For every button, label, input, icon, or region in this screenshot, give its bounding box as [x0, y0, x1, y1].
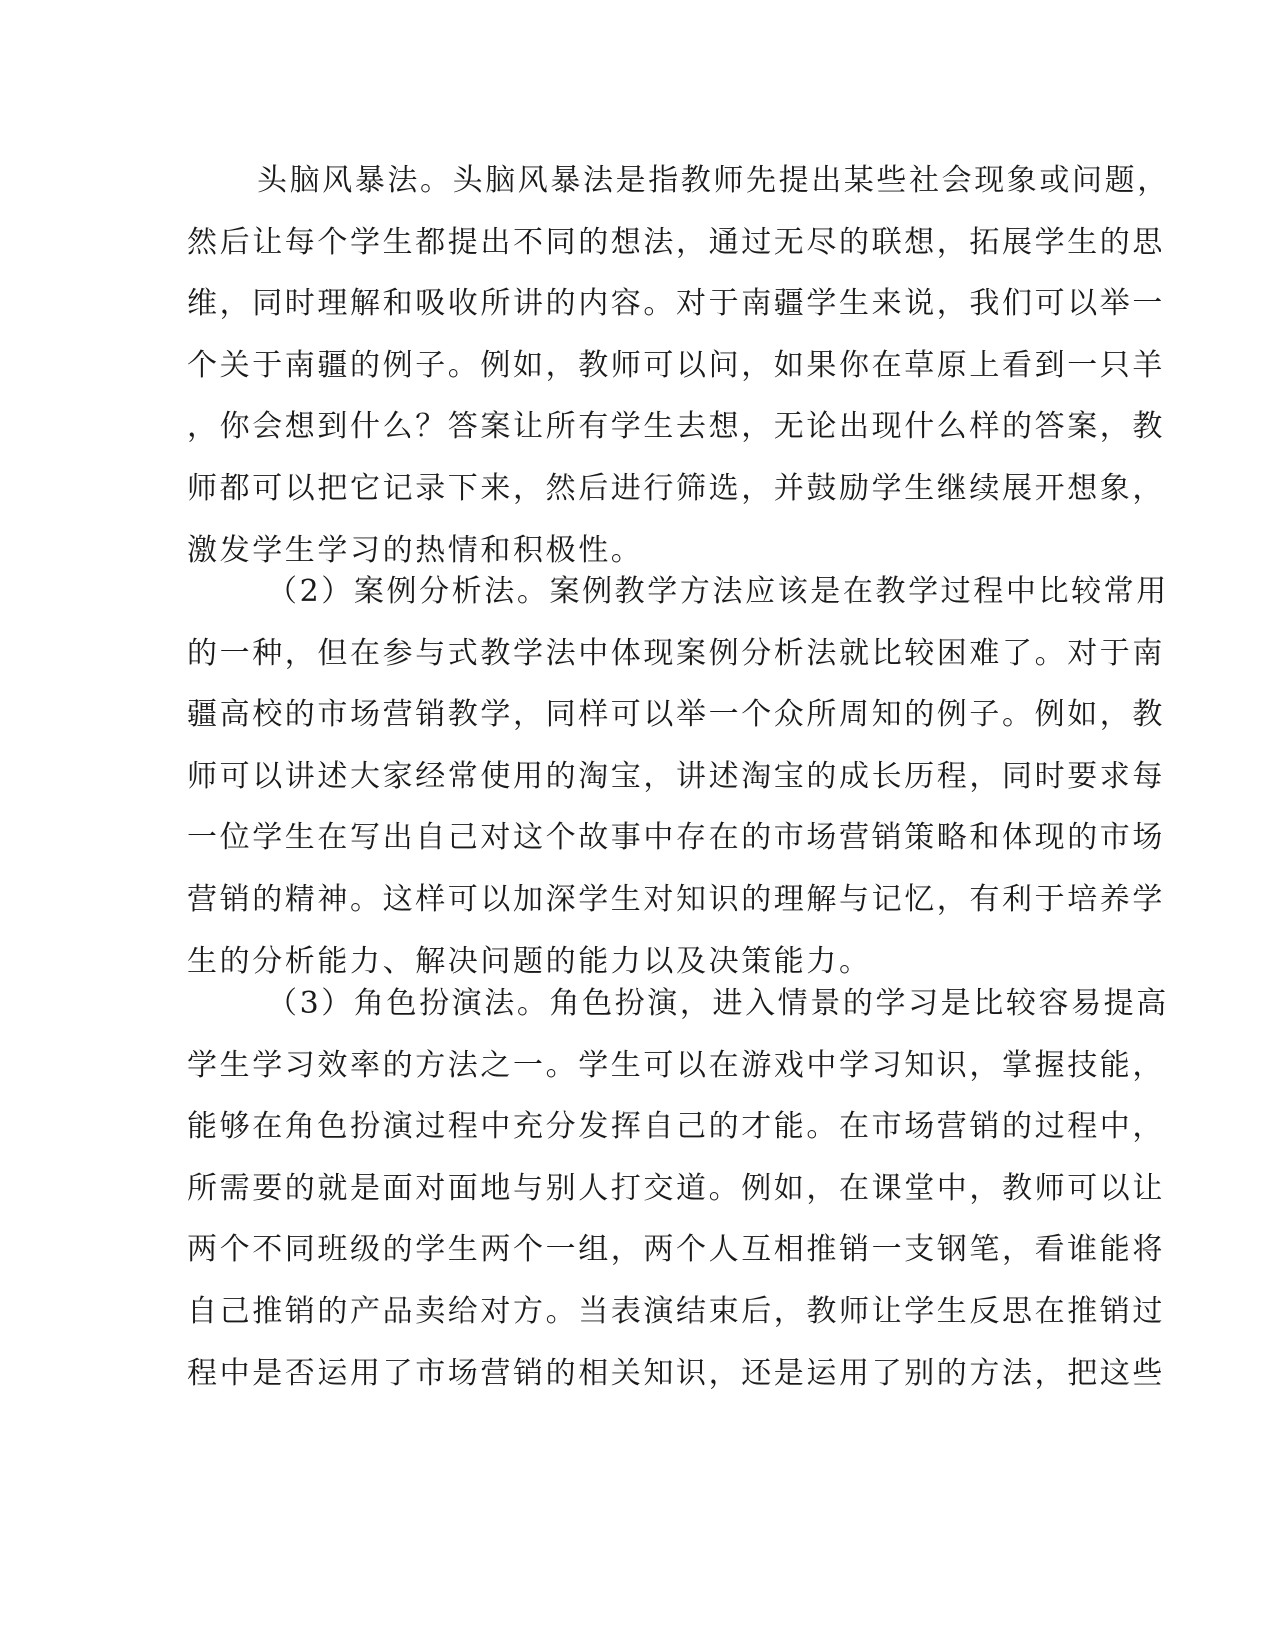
line-text: （3）角色扮演法。角色扮演，进入情景的学习是比较容易提高: [267, 986, 1169, 1021]
text-line: [187, 561, 1169, 623]
text-line: [187, 273, 1165, 335]
line-text: 疆高校的市场营销教学，同样可以举一个众所周知的例子。例如，教: [187, 697, 1165, 733]
line-text: 所需要的就是面对面地与别人打交道。例如，在课堂中，教师可以让: [187, 1170, 1165, 1206]
text-line: [187, 1096, 1165, 1158]
text-line: [187, 458, 1165, 520]
line-text: 师可以讲述大家经常使用的淘宝，讲述淘宝的成长历程，同时要求每: [187, 758, 1165, 794]
line-text: 头脑风暴法。头脑风暴法是指教师先提出某些社会现象或问题，: [257, 163, 1170, 198]
text-line: [187, 973, 1169, 1035]
text-line: [187, 1219, 1165, 1281]
paragraph-brainstorming: [187, 150, 1170, 581]
line-text: 程中是否运用了市场营销的相关知识，还是运用了别的方法，把这些: [187, 1355, 1165, 1391]
text-line: [187, 396, 1165, 458]
text-line: [187, 684, 1165, 746]
paragraph-case-analysis: [187, 561, 1169, 992]
paragraph-role-play: [187, 973, 1169, 1404]
line-text: 维，同时理解和吸收所讲的内容。对于南疆学生来说，我们可以举一: [187, 286, 1165, 322]
line-text: 能够在角色扮演过程中充分发挥自己的才能。在市场营销的过程中，: [187, 1109, 1165, 1145]
text-line: [187, 1281, 1165, 1343]
text-line: [187, 150, 1170, 212]
line-text: 然后让每个学生都提出不同的想法，通过无尽的联想，拓展学生的思: [187, 224, 1165, 260]
line-text: 自己推销的产品卖给对方。当表演结束后，教师让学生反思在推销过: [187, 1293, 1165, 1329]
text-line: [187, 1343, 1165, 1405]
text-line: [187, 212, 1165, 274]
text-line: [187, 746, 1165, 808]
line-text: 的一种，但在参与式教学法中体现案例分析法就比较困难了。对于南: [187, 635, 1165, 671]
line-text: 一位学生在写出自己对这个故事中存在的市场营销策略和体现的市场: [187, 820, 1165, 856]
text-line: [187, 1158, 1165, 1220]
line-text: 生的分析能力、解决问题的能力以及决策能力。: [187, 943, 872, 979]
line-text: 营销的精神。这样可以加深学生对知识的理解与记忆，有利于培养学: [187, 881, 1165, 917]
text-line: [187, 1035, 1165, 1097]
line-text: 个关于南疆的例子。例如，教师可以问，如果你在草原上看到一只羊: [187, 347, 1165, 383]
line-text: 师都可以把它记录下来，然后进行筛选，并鼓励学生继续展开想象，: [187, 470, 1165, 506]
line-text: （2）案例分析法。案例教学方法应该是在教学过程中比较常用: [267, 574, 1169, 609]
line-text: ，你会想到什么？答案让所有学生去想，无论出现什么样的答案，教: [187, 409, 1165, 445]
text-line: [187, 623, 1165, 685]
text-line: [187, 335, 1165, 397]
line-text: 学生学习效率的方法之一。学生可以在游戏中学习知识，掌握技能，: [187, 1047, 1165, 1083]
line-text: 两个不同班级的学生两个一组，两个人互相推销一支钢笔，看谁能将: [187, 1232, 1165, 1268]
line-text: 激发学生学习的热情和积极性。: [187, 532, 644, 568]
text-line: [187, 807, 1165, 869]
text-line: [187, 869, 1165, 931]
